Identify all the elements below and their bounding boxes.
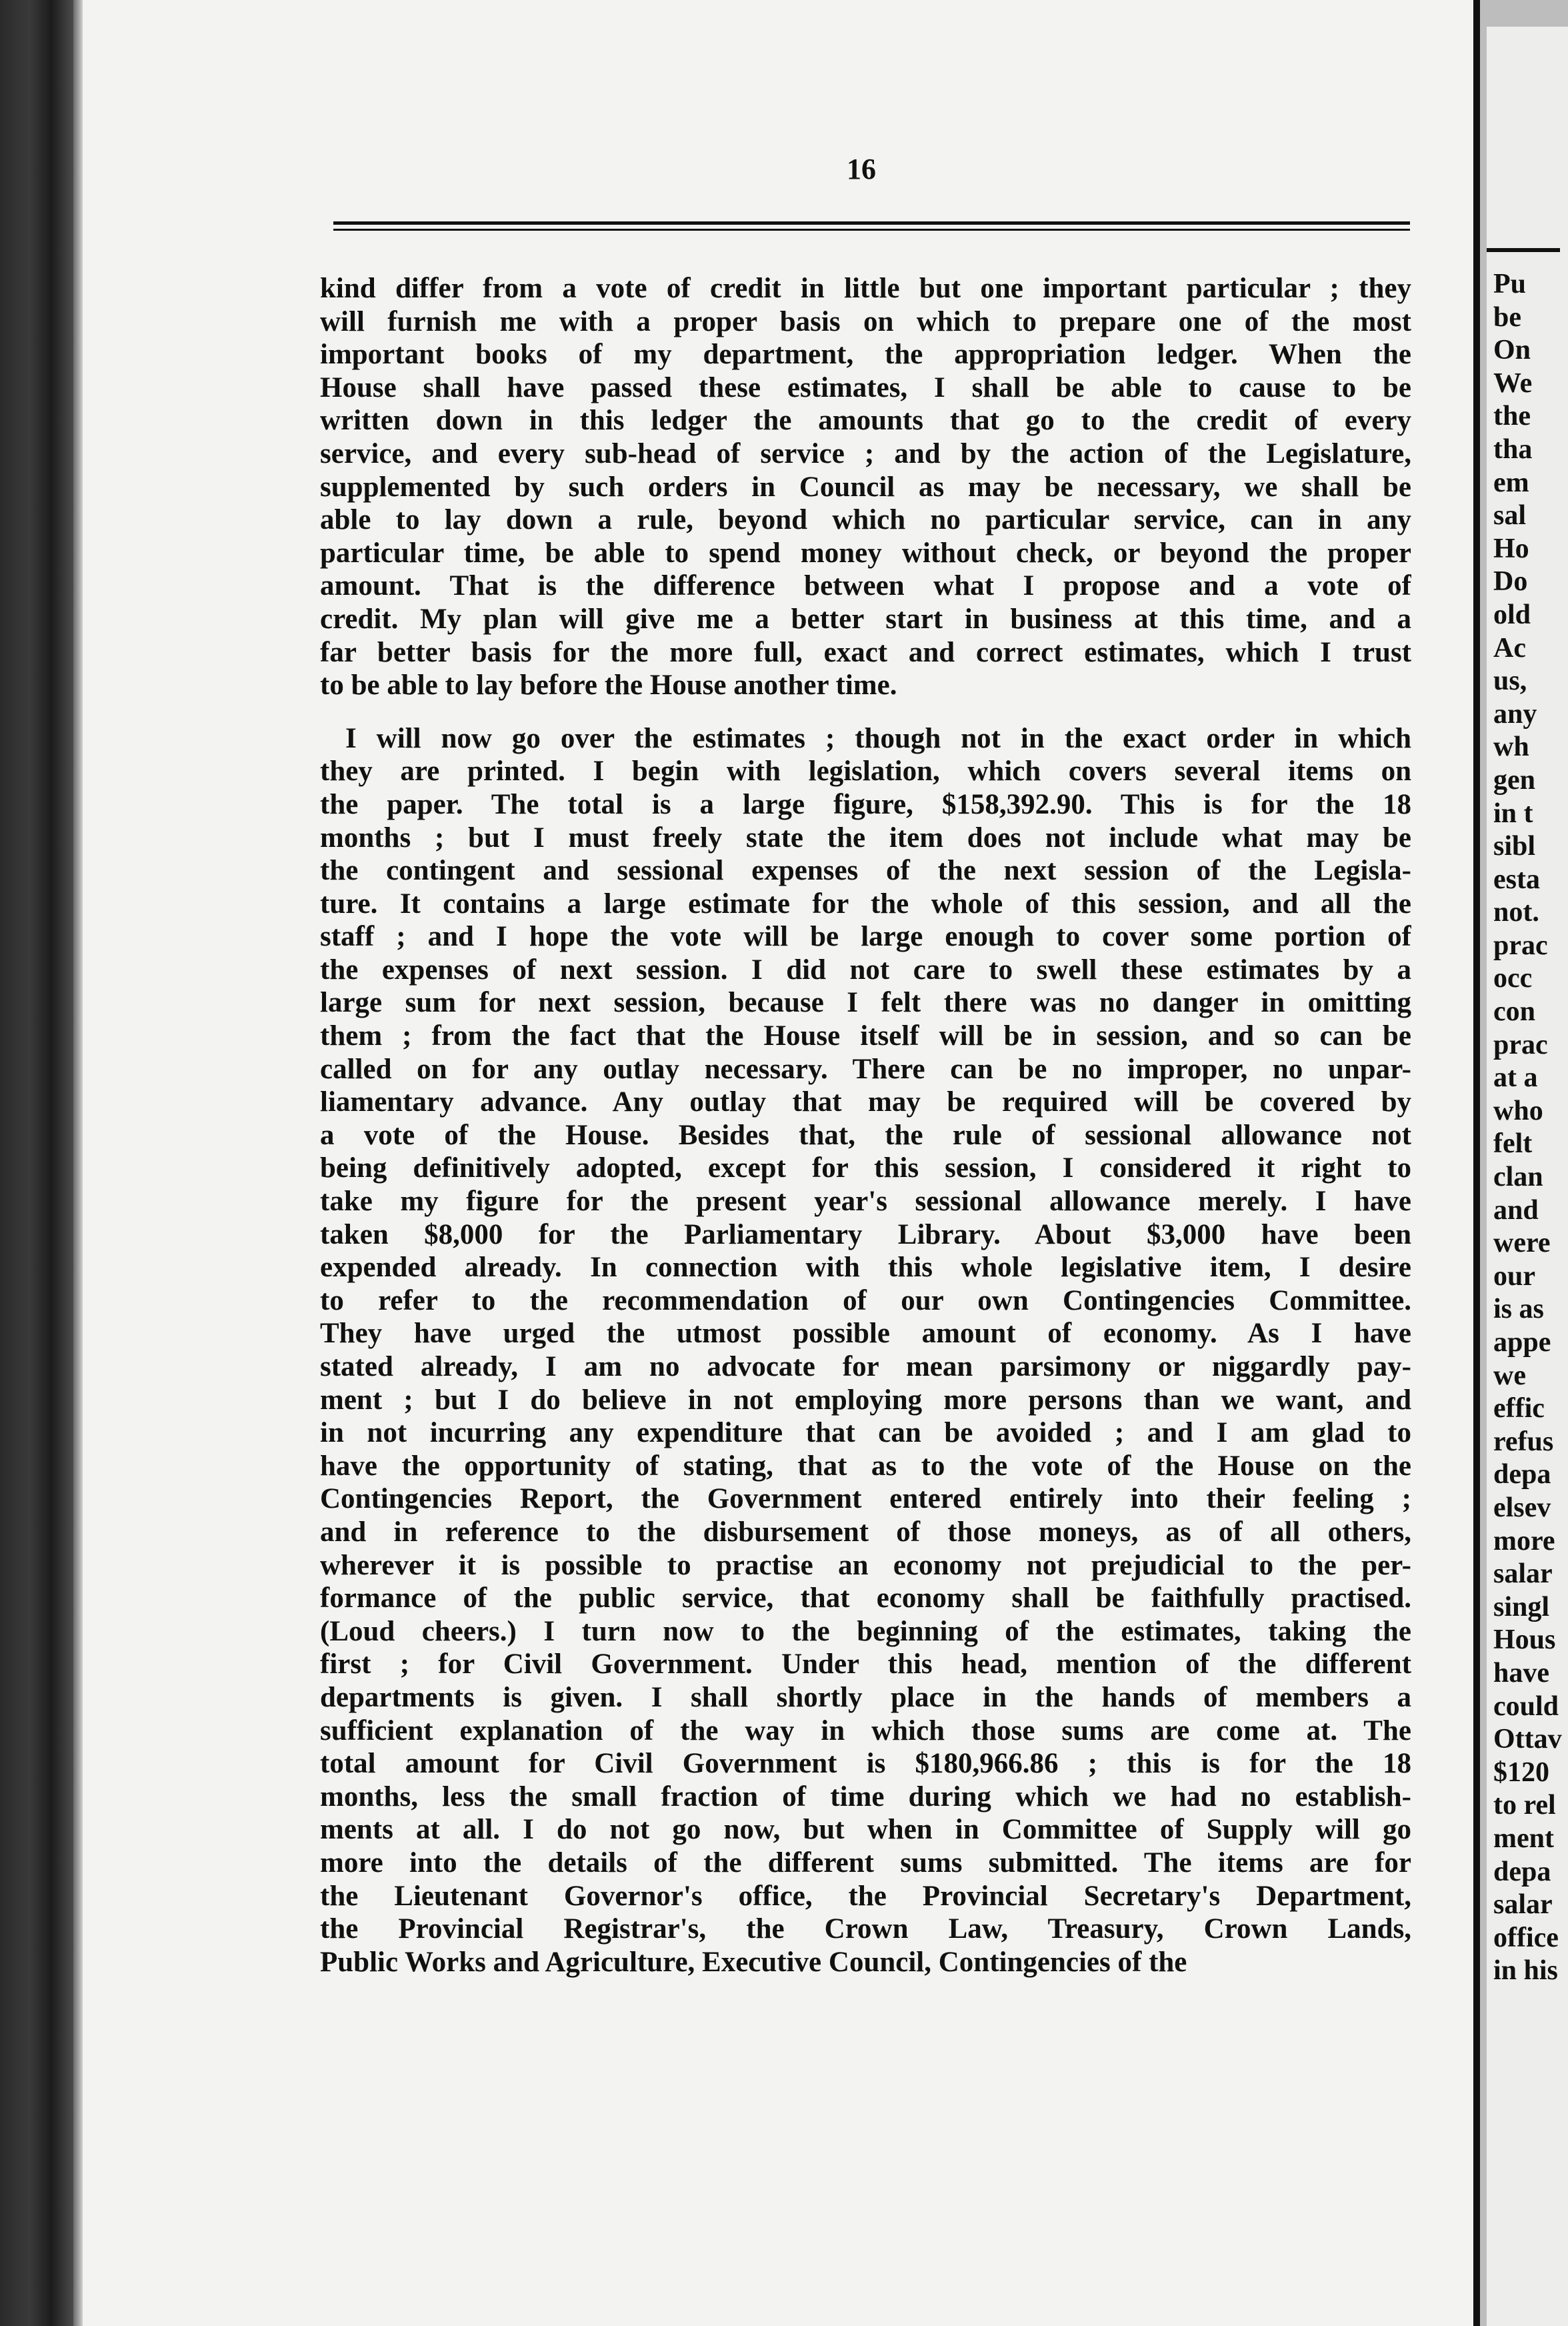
- text-line: months ; but I must freely state the item does not include what may be: [320, 822, 1411, 854]
- header-rule-thick: [333, 221, 1410, 225]
- text-line: take my figure for the present year's sessional allowance merely. I have: [320, 1186, 1411, 1218]
- facing-page-line: wh: [1493, 732, 1529, 763]
- facing-page-line: at a: [1493, 1062, 1538, 1094]
- text-line: important books of my department, the appropriation ledger. When the: [320, 339, 1411, 371]
- text-line: far better basis for the more full, exact and correct estimates, which I trust: [320, 636, 1411, 668]
- text-line: service, and every sub-head of service ; and by the action of the Legislature,: [320, 437, 1411, 469]
- text-line: in not incurring any expenditure that can be avoided ; and I am glad to: [320, 1417, 1411, 1449]
- facing-page-line: not.: [1493, 897, 1539, 928]
- facing-page-line: Do: [1493, 566, 1528, 598]
- text-line: ments at all. I do not go now, but when in Committee of Supply will go: [320, 1814, 1411, 1846]
- facing-page-line: appe: [1493, 1327, 1551, 1358]
- facing-page-line: salar: [1493, 1889, 1553, 1921]
- text-line: Public Works and Agriculture, Executive Council, Contingencies of the: [320, 1946, 1187, 1978]
- facing-page-line: elsev: [1493, 1492, 1551, 1523]
- facing-page-line: we: [1493, 1360, 1526, 1391]
- facing-page-line: our: [1493, 1260, 1535, 1292]
- text-line: liamentary advance. Any outlay that may be required will be covered by: [320, 1086, 1411, 1118]
- text-line: to refer to the recommendation of our own Contingencies Committee.: [320, 1284, 1411, 1316]
- text-line: the expenses of next session. I did not care to swell these estimates by a: [320, 954, 1411, 986]
- body-text: [320, 272, 1411, 1979]
- facing-page-line: and: [1493, 1194, 1539, 1226]
- page-edge: [73, 0, 83, 2326]
- text-line: staff ; and I hope the vote will be large enough to cover some portion of: [320, 921, 1411, 953]
- facing-page-line: who: [1493, 1095, 1543, 1126]
- text-line: have the opportunity of stating, that as to the vote of the House on the: [320, 1450, 1411, 1482]
- facing-page-line: depa: [1493, 1459, 1551, 1490]
- text-line: sufficient explanation of the way in which those sums are come at. The: [320, 1714, 1411, 1747]
- text-line: first ; for Civil Government. Under this head, mention of the different: [320, 1648, 1411, 1680]
- facing-page-line: occ: [1493, 963, 1533, 994]
- text-line: wherever it is possible to practise an economy not prejudicial to the per-: [320, 1549, 1411, 1581]
- facing-page-line: Hous: [1493, 1624, 1556, 1656]
- facing-page-line: tha: [1493, 433, 1533, 465]
- text-line: credit. My plan will give me a better start in business at this time, and a: [320, 603, 1411, 635]
- facing-page-line: in t: [1493, 798, 1533, 829]
- facing-page-line: effic: [1493, 1393, 1545, 1424]
- facing-page-line: Pu: [1493, 269, 1527, 299]
- facing-page-line: office: [1493, 1922, 1559, 1953]
- facing-page-line: esta: [1493, 864, 1540, 895]
- facing-page-line: depa: [1493, 1856, 1551, 1887]
- facing-page-line: gen: [1493, 764, 1535, 796]
- text-line: the Lieutenant Governor's office, the Provincial Secretary's Department,: [320, 1880, 1411, 1912]
- text-line: They have urged the utmost possible amount of economy. As I have: [320, 1318, 1411, 1350]
- facing-page-line: old: [1493, 599, 1531, 630]
- text-line: kind differ from a vote of credit in little but one important particular ; they: [320, 273, 1411, 304]
- facing-page-rule: [1487, 248, 1560, 252]
- facing-page-line: more: [1493, 1525, 1555, 1556]
- text-line: particular time, be able to spend money without check, or beyond the proper: [320, 537, 1411, 569]
- facing-page-line: have: [1493, 1657, 1549, 1688]
- facing-page-line: singl: [1493, 1591, 1550, 1622]
- facing-page-line: sal: [1493, 500, 1527, 531]
- binding-shadow: [0, 0, 73, 2326]
- text-line: I will now go over the estimates ; though not in the exact order in which: [345, 722, 1411, 754]
- header-rule-thin: [333, 229, 1410, 231]
- facing-page-line: prac: [1493, 1029, 1548, 1060]
- facing-page-line: We: [1493, 367, 1533, 399]
- facing-page-line: any: [1493, 698, 1537, 730]
- facing-page-line: be: [1493, 301, 1521, 333]
- text-line: and in reference to the disbursement of those moneys, as of all others,: [320, 1516, 1411, 1548]
- text-line: written down in this ledger the amounts that go to the credit of every: [320, 405, 1411, 437]
- text-line: large sum for next session, because I felt there was no danger in omitting: [320, 987, 1411, 1019]
- text-line: the paper. The total is a large figure, $158,392.90. This is for the 18: [320, 788, 1411, 820]
- facing-page-line: felt: [1493, 1128, 1533, 1160]
- text-line: supplemented by such orders in Council as may be necessary, we shall be: [320, 471, 1411, 503]
- facing-page-line: Ottav: [1493, 1724, 1562, 1755]
- facing-page-line: the: [1493, 401, 1531, 432]
- facing-page-line: to rel: [1493, 1790, 1556, 1821]
- facing-page-line: is as: [1493, 1294, 1544, 1325]
- facing-page-line: Ac: [1493, 632, 1526, 664]
- text-line: (Loud cheers.) I turn now to the beginning of the estimates, taking the: [320, 1615, 1411, 1647]
- text-line: total amount for Civil Government is $180,966.86 ; this is for the 18: [320, 1748, 1411, 1780]
- paragraph-gap: [320, 702, 1411, 722]
- text-line: stated already, I am no advocate for mean parsimony or niggardly pay-: [320, 1351, 1411, 1382]
- facing-page-line: prac: [1493, 930, 1548, 961]
- facing-page-line: On: [1493, 335, 1531, 366]
- text-line: able to lay down a rule, beyond which no particular service, can in any: [320, 504, 1411, 536]
- text-line: expended already. In connection with this whole legislative item, I desire: [320, 1252, 1411, 1284]
- paragraph: [320, 272, 1411, 702]
- text-line: a vote of the House. Besides that, the rule of sessional allowance not: [320, 1119, 1411, 1151]
- text-line: the Provincial Registrar's, the Crown Law, Treasury, Crown Lands,: [320, 1913, 1411, 1945]
- facing-page-line: clan: [1493, 1162, 1543, 1193]
- text-line: ture. It contains a large estimate for the whole of this session, and all the: [320, 888, 1411, 920]
- facing-page-text: [1487, 268, 1568, 1988]
- text-line: months, less the small fraction of time during which we had no establish-: [320, 1781, 1411, 1813]
- text-line: them ; from the fact that the House itself will be in session, and so can be: [320, 1020, 1411, 1052]
- facing-page-line: em: [1493, 467, 1529, 498]
- facing-page-line: sibl: [1493, 831, 1536, 862]
- facing-page-line: $120: [1493, 1757, 1549, 1788]
- page-number: 16: [847, 153, 876, 185]
- text-line: ment ; but I do believe in not employing more persons than we want, and: [320, 1384, 1411, 1416]
- text-line: amount. That is the difference between what I propose and a vote of: [320, 570, 1411, 602]
- text-line: will furnish me with a proper basis on which to prepare one of the most: [320, 305, 1411, 337]
- facing-page-line: salar: [1493, 1558, 1553, 1590]
- text-line: being definitively adopted, except for this session, I considered it right to: [320, 1152, 1411, 1184]
- text-line: departments is given. I shall shortly place in the hands of members a: [320, 1681, 1411, 1713]
- text-line: more into the details of the different sums submitted. The items are for: [320, 1847, 1411, 1879]
- header-rule: [333, 221, 1410, 231]
- facing-page-line: could: [1493, 1690, 1559, 1722]
- facing-page-line: con: [1493, 996, 1535, 1028]
- text-line: taken $8,000 for the Parliamentary Library. About $3,000 have been: [320, 1218, 1411, 1250]
- text-line: to be able to lay before the House another time.: [320, 670, 897, 702]
- paragraph: [320, 722, 1411, 1979]
- facing-page-line: were: [1493, 1228, 1551, 1259]
- facing-page-line: refus: [1493, 1426, 1554, 1457]
- facing-page-line: us,: [1493, 666, 1527, 697]
- text-line: House shall have passed these estimates, I shall be able to cause to be: [320, 371, 1411, 403]
- text-line: they are printed. I begin with legislation, which covers several items on: [320, 756, 1411, 788]
- text-line: formance of the public service, that economy shall be faithfully practised.: [320, 1582, 1411, 1614]
- facing-page-line: ment: [1493, 1823, 1554, 1854]
- facing-page-fragment: [1487, 27, 1568, 2326]
- text-line: Contingencies Report, the Government entered entirely into their feeling ;: [320, 1483, 1411, 1515]
- text-line: called on for any outlay necessary. There can be no improper, no unpar-: [320, 1053, 1411, 1085]
- facing-page-line: in his: [1493, 1955, 1558, 1987]
- facing-page-line: Ho: [1493, 533, 1529, 564]
- text-line: the contingent and sessional expenses of the next session of the Legisla-: [320, 855, 1411, 887]
